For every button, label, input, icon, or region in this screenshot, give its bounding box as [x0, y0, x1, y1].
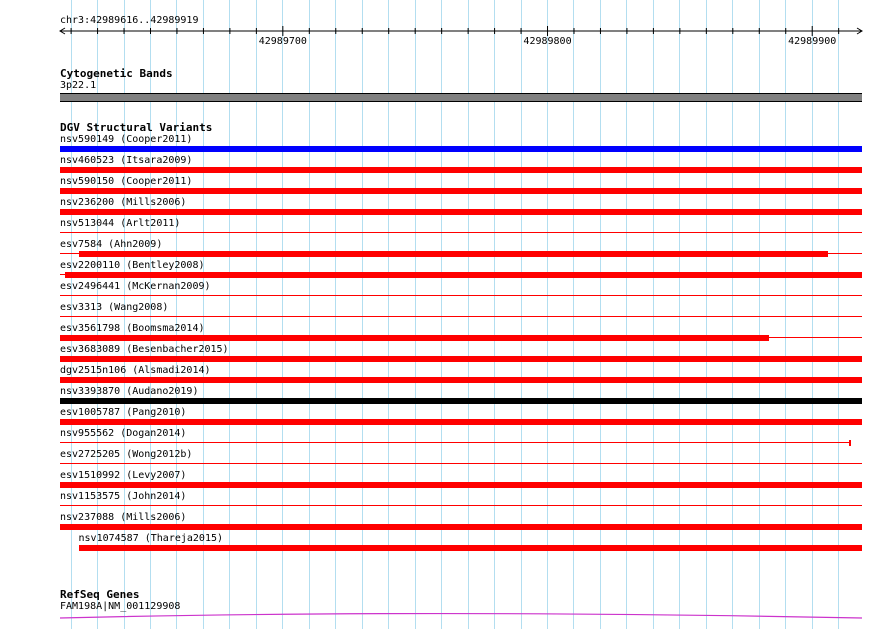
refseq-gene-label: FAM198A|NM_001129908 [60, 601, 181, 612]
cytoband-track-title: Cytogenetic Bands [60, 67, 173, 80]
dgv-feature-label[interactable]: nsv590149 (Cooper2011) [60, 134, 193, 145]
ruler-location-label: chr3:42989616..42989919 [60, 15, 199, 26]
dgv-feature-label[interactable]: esv2200110 (Bentley2008) [60, 260, 205, 271]
dgv-feature-bar[interactable] [60, 398, 862, 404]
dgv-feature-label[interactable]: esv3561798 (Boomsma2014) [60, 323, 205, 334]
dgv-feature-label[interactable]: nsv1074587 (Thareja2015) [78, 533, 224, 544]
dgv-feature-label[interactable]: esv3683089 (Besenbacher2015) [60, 344, 229, 355]
ruler-tick-label: 42989800 [523, 36, 572, 47]
ruler-tick-label: 42989700 [258, 36, 307, 47]
dgv-feature-bar[interactable] [60, 524, 862, 530]
dgv-feature-bar[interactable] [60, 167, 862, 173]
dgv-feature-label[interactable]: nsv236200 (Mills2006) [60, 197, 187, 208]
ruler-tick-label: 42989900 [788, 36, 837, 47]
dgv-feature-bar[interactable] [60, 335, 769, 341]
dgv-feature-bar[interactable] [60, 482, 862, 488]
dgv-feature-label[interactable]: nsv1153575 (John2014) [60, 491, 187, 502]
dgv-feature-bar[interactable] [60, 209, 862, 215]
dgv-feature-line[interactable] [60, 463, 862, 464]
ruler-axis[interactable] [0, 24, 890, 64]
dgv-feature-bar[interactable] [79, 545, 862, 551]
dgv-feature-label[interactable]: nsv590150 (Cooper2011) [60, 176, 193, 187]
dgv-feature-label[interactable]: nsv237088 (Mills2006) [60, 512, 187, 523]
dgv-feature-bar[interactable] [65, 272, 862, 278]
dgv-feature-label[interactable]: nsv460523 (Itsara2009) [60, 155, 193, 166]
dgv-feature-line[interactable] [60, 232, 862, 233]
refseq-track-title: RefSeq Genes [60, 588, 140, 601]
refseq-gene-line[interactable] [60, 614, 862, 619]
dgv-feature-bar[interactable] [849, 440, 852, 446]
cytoband-band[interactable] [60, 93, 862, 102]
dgv-feature-bar[interactable] [60, 356, 862, 362]
dgv-feature-line[interactable] [60, 316, 862, 317]
dgv-feature-label[interactable]: esv2725205 (Wong2012b) [60, 449, 193, 460]
dgv-feature-label[interactable]: nsv513044 (Arlt2011) [60, 218, 181, 229]
dgv-feature-line[interactable] [60, 295, 862, 296]
dgv-feature-bar[interactable] [60, 377, 862, 383]
dgv-feature-label[interactable]: nsv955562 (Dogan2014) [60, 428, 187, 439]
dgv-feature-label[interactable]: esv1510992 (Levy2007) [60, 470, 187, 481]
dgv-feature-label[interactable]: esv1005787 (Pang2010) [60, 407, 187, 418]
dgv-feature-bar[interactable] [60, 188, 862, 194]
dgv-feature-line[interactable] [60, 442, 851, 443]
dgv-feature-label[interactable]: esv3313 (Wang2008) [60, 302, 169, 313]
cytoband-label: 3p22.1 [60, 80, 97, 91]
dgv-feature-label[interactable]: nsv3393870 (Audano2019) [60, 386, 199, 397]
dgv-feature-bar[interactable] [60, 419, 862, 425]
dgv-feature-label[interactable]: dgv2515n106 (Alsmadi2014) [60, 365, 211, 376]
refseq-gene-feature[interactable] [0, 610, 890, 626]
dgv-track-title: DGV Structural Variants [60, 121, 213, 134]
dgv-feature-label[interactable]: esv7584 (Ahn2009) [60, 239, 163, 250]
dgv-feature-line[interactable] [60, 505, 862, 506]
dgv-feature-bar[interactable] [60, 146, 862, 152]
dgv-feature-label[interactable]: esv2496441 (McKernan2009) [60, 281, 211, 292]
dgv-feature-bar[interactable] [79, 251, 828, 257]
